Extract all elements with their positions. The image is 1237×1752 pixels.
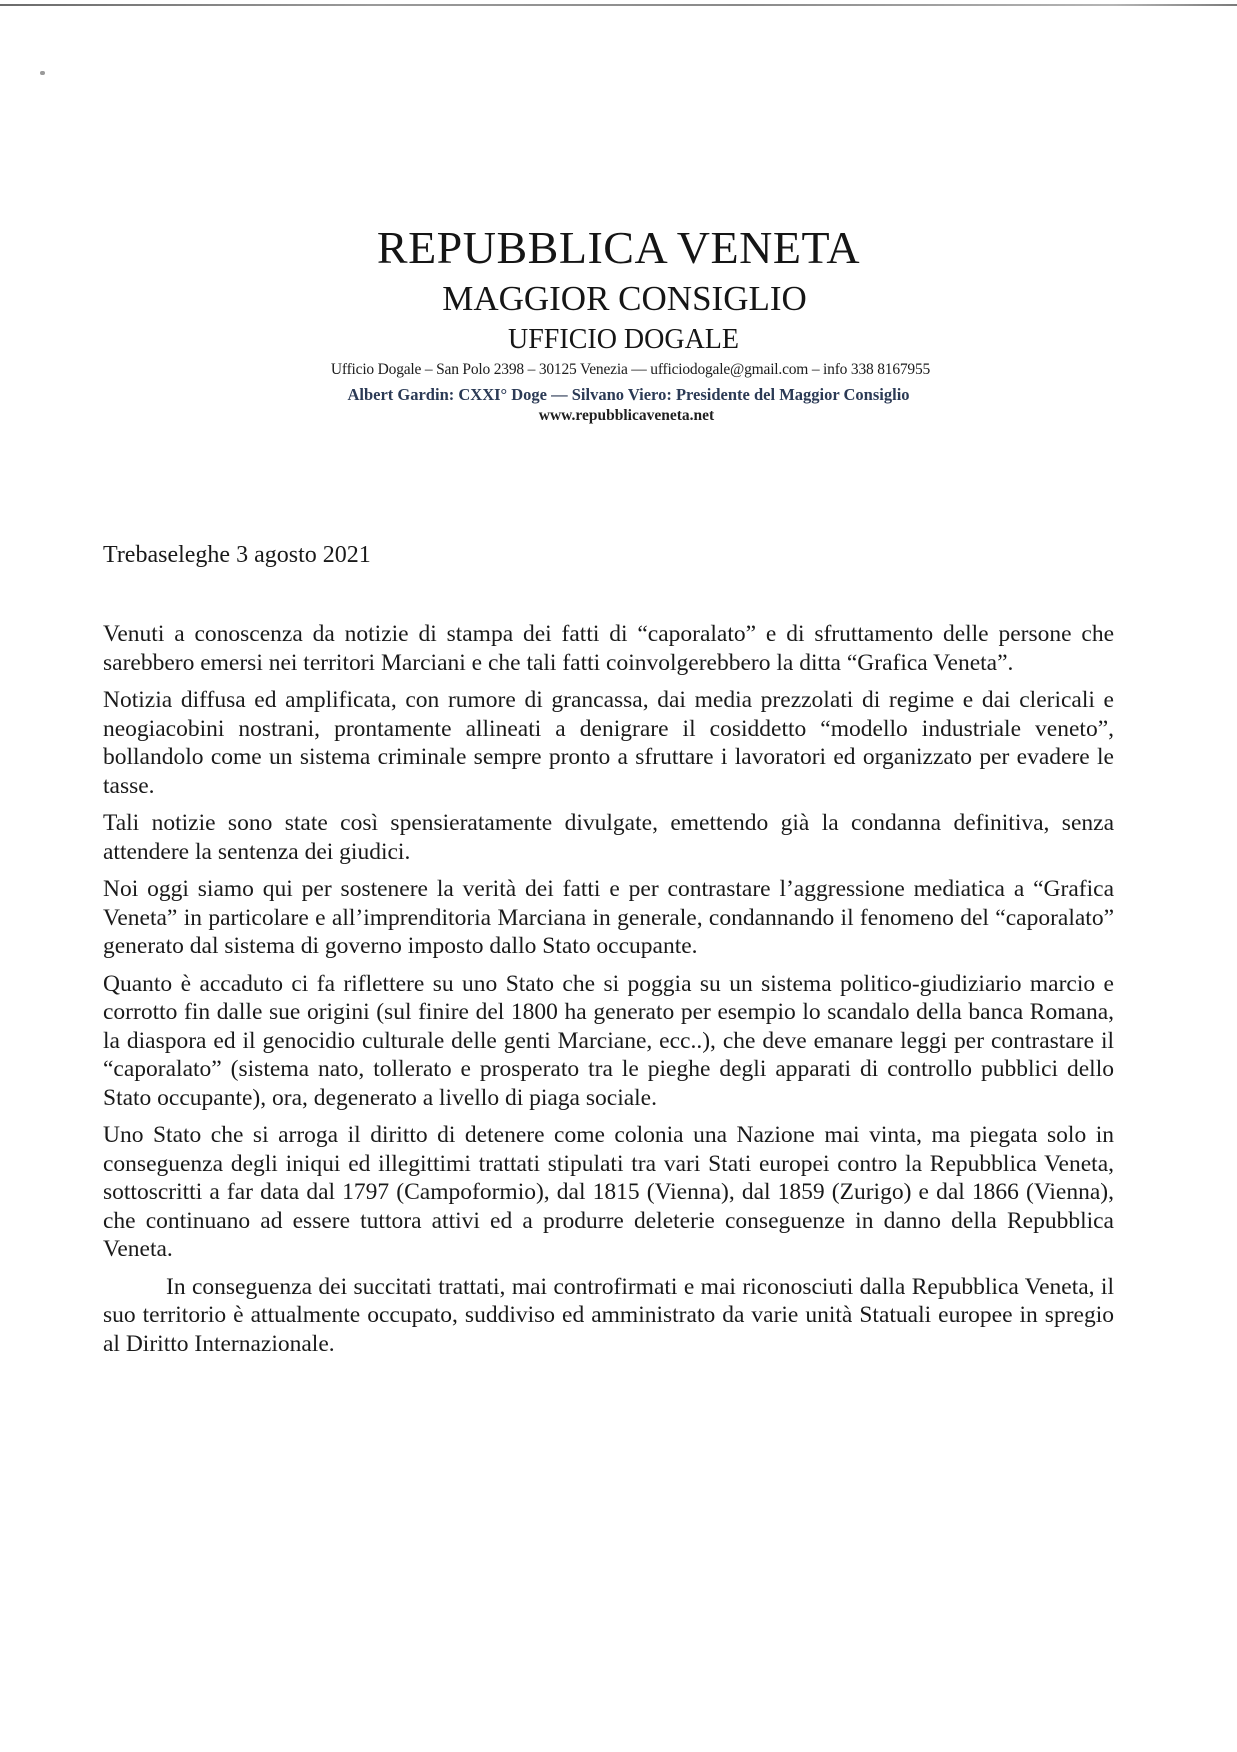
letterhead-subtitle: MAGGIOR CONSIGLIO [442, 279, 807, 318]
letterhead-office: UFFICIO DOGALE [508, 324, 739, 355]
paragraph: Quanto è accaduto ci fa riflettere su uno Stato che si poggia su un sistema politico-giudiziario marcio e corrotto fin dalle sue origini (sul finire del 1800 ha generato per esempio lo scandalo della banca Romana, la diaspora ed il genocidio culturale delle genti Marciane, ecc..), che deve emanare leggi per contrastare il “caporalato” (sistema nato, tollerato e prosperato tra le pieghe degli apparati di controllo pubblici dello Stato occupante), ora, degenerato a livello di piaga sociale. [103, 970, 1114, 1111]
scan-top-edge [0, 4, 1237, 6]
paragraph: Uno Stato che si arroga il diritto di detenere come colonia una Nazione mai vinta, ma piegata solo in conseguenza degli iniqui ed illegittimi trattati stipulati tra vari Stati europei contro la Repubblica Veneta, sottoscritti a far data dal 1797 (Campoformio), dal 1815 (Vienna), dal 1859 (Zurigo) e dal 1866 (Vienna), che continuano ad essere tuttora attivi ed a produrre deleterie conseguenze in danno della Repubblica Veneta. [103, 1122, 1114, 1262]
letter-body [103, 620, 1114, 1367]
letterhead-title: REPUBBLICA VENETA [376, 222, 861, 273]
paragraph: Notizia diffusa ed amplificata, con rumore di grancassa, dai media prezzolati di regime e dai clericali e neogiacobini nostrani, prontamente allineati a denigrare il cosiddetto “modello industriale veneto”, bollandolo come un sistema criminale sempre pronto a sfruttare i lavoratori ed organizzato per evadere le tasse. [103, 687, 1114, 799]
paragraph: Tali notizie sono state così spensieratamente divulgate, emettendo già la condanna definitiva, senza attendere la sentenza dei giudici. [103, 810, 1114, 865]
scan-speck [40, 71, 45, 75]
paragraph: Noi oggi siamo qui per sostenere la verità dei fatti e per contrastare l’aggressione mediatica a “Grafica Veneta” in particolare e all’imprenditoria Marciana in generale, condannando il fenomeno del “caporalato” generato dal sistema di governo imposto dallo Stato occupante. [103, 876, 1114, 959]
place-date: Trebaseleghe 3 agosto 2021 [103, 542, 371, 568]
paragraph: In conseguenza dei succitati trattati, mai controfirmati e mai riconosciuti dalla Repubblica Veneta, il suo territorio è attualmente occupato, suddiviso ed amministrato da varie unità Statuali europee in spregio al Diritto Internazionale. [103, 1273, 1114, 1357]
letterhead-officials: Albert Gardin: CXXI° Doge — Silvano Viero: Presidente del Maggior Consiglio [347, 385, 910, 404]
paragraph: Venuti a conoscenza da notizie di stampa dei fatti di “caporalato” e di sfruttamento delle persone che sarebbero emersi nei territori Marciani e che tali fatti coinvolgerebbero la ditta “Grafica Veneta”. [103, 621, 1114, 676]
letterhead-website: www.repubblicaveneta.net [538, 407, 715, 424]
letterhead-address: Ufficio Dogale – San Polo 2398 – 30125 Venezia — ufficiodogale@gmail.com – info 338 8167955 [330, 361, 931, 378]
